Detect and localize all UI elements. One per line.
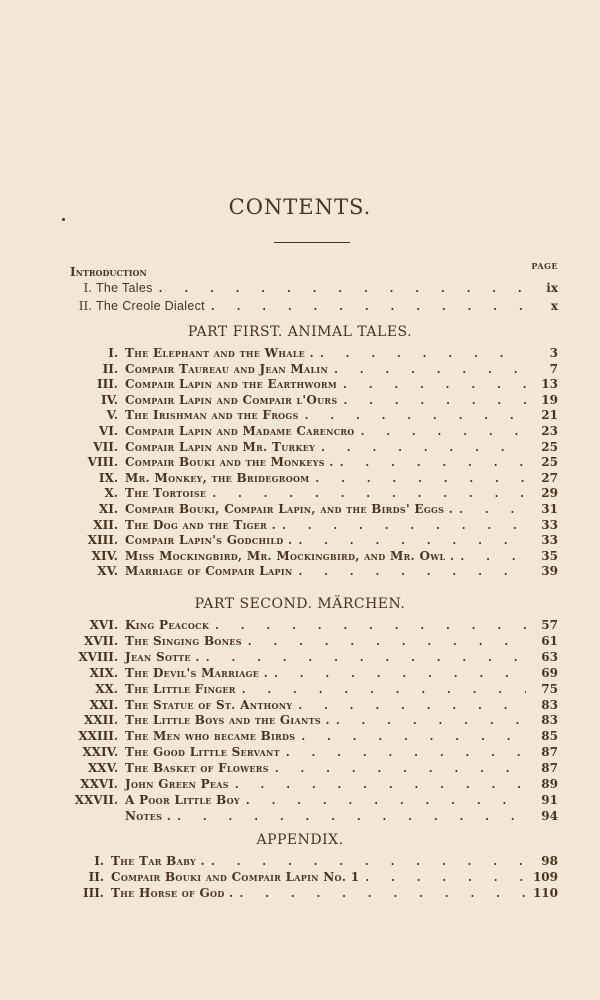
leader-dots bbox=[159, 281, 526, 297]
entry-number: X. bbox=[104, 486, 118, 501]
entry-number: XXV. bbox=[87, 761, 118, 776]
entry-page: 3 bbox=[549, 346, 558, 360]
leader-dots bbox=[211, 854, 526, 870]
leader-dots bbox=[212, 486, 526, 502]
entry-page: 33 bbox=[541, 533, 558, 548]
entry-number: XXII. bbox=[83, 713, 118, 728]
entry-number: I. bbox=[83, 281, 92, 295]
entry-title: Miss Mockingbird, Mr. Mockingbird, and Mr. Owl . bbox=[125, 548, 455, 563]
entry-number: XIX. bbox=[89, 665, 118, 680]
entry-title: The Singing Bones bbox=[125, 633, 242, 648]
entry-number: XVIII. bbox=[78, 649, 118, 664]
entry-number: V. bbox=[106, 408, 118, 423]
entry-page: 69 bbox=[541, 665, 558, 680]
entry-title: The Elephant and the Whale . bbox=[125, 346, 314, 360]
entry-page: 35 bbox=[541, 548, 558, 563]
entry-title: The Tales bbox=[96, 281, 153, 295]
leader-dots bbox=[246, 793, 526, 809]
entry-number: XV. bbox=[97, 564, 118, 579]
toc-entry[interactable] bbox=[64, 345, 558, 361]
entry-page: 63 bbox=[541, 649, 558, 664]
leader-dots bbox=[298, 564, 526, 580]
entry-page: 29 bbox=[541, 486, 558, 501]
entry-title: The Little Boys and the Giants . bbox=[125, 713, 330, 728]
entry-number: I. bbox=[108, 346, 118, 360]
leader-dots bbox=[336, 713, 526, 729]
entry-title: Compair Bouki, Compair Lapin, and the Birds' Eggs . bbox=[125, 502, 454, 516]
entry-title: The Good Little Servant bbox=[125, 745, 280, 760]
entry-title: King Peacock bbox=[125, 618, 210, 632]
leader-dots bbox=[298, 533, 526, 549]
toc-entry[interactable] bbox=[64, 776, 558, 792]
leader-dots bbox=[460, 549, 526, 565]
leader-dots bbox=[248, 634, 526, 650]
entry-number: XXVI. bbox=[80, 777, 118, 791]
toc-entry[interactable] bbox=[64, 485, 558, 501]
toc-entry[interactable] bbox=[64, 501, 558, 517]
entry-number: XXIII. bbox=[78, 729, 118, 744]
toc-entry[interactable] bbox=[64, 548, 558, 564]
entry-title: The Creole Dialect bbox=[96, 299, 205, 313]
entry-page: 91 bbox=[541, 792, 558, 807]
entry-title: The Tar Baby . bbox=[111, 854, 205, 868]
entry-title: Compair Bouki and the Monkeys . bbox=[125, 455, 334, 470]
entry-number: IV. bbox=[100, 392, 118, 407]
toc-entry[interactable] bbox=[64, 470, 558, 486]
leader-dots bbox=[282, 518, 526, 534]
entry-title: The Devil's Marriage . bbox=[125, 665, 269, 680]
appendix-heading: APPENDIX. bbox=[256, 832, 344, 848]
leader-dots bbox=[343, 393, 526, 409]
entry-number: II. bbox=[102, 361, 118, 376]
toc-entry[interactable] bbox=[64, 423, 558, 439]
leader-dots bbox=[215, 618, 526, 634]
entry-number: II. bbox=[78, 299, 92, 313]
entry-number: VIII. bbox=[87, 455, 118, 470]
leader-dots bbox=[242, 682, 526, 698]
toc-entry[interactable] bbox=[64, 649, 558, 665]
entry-number: XXVII. bbox=[74, 792, 118, 807]
entry-number: XIV. bbox=[91, 548, 118, 563]
entry-title: The Irishman and the Frogs bbox=[125, 408, 299, 423]
entry-page: 33 bbox=[541, 517, 558, 532]
leader-dots bbox=[274, 666, 526, 682]
entry-number: XVI. bbox=[89, 618, 118, 632]
toc-entry[interactable] bbox=[64, 633, 558, 649]
entry-title: Compair Lapin and Compair l'Ours bbox=[125, 392, 338, 407]
entry-number: IX. bbox=[98, 470, 118, 485]
entry-title: Compair Lapin and Madame Carencro bbox=[125, 424, 355, 438]
toc-entry[interactable] bbox=[64, 376, 558, 392]
toc-entry[interactable] bbox=[64, 760, 558, 776]
entry-page: 89 bbox=[541, 777, 558, 791]
leader-dots bbox=[334, 362, 526, 378]
toc-entry[interactable] bbox=[64, 392, 558, 408]
toc-entry[interactable] bbox=[64, 617, 558, 633]
entry-page: 110 bbox=[532, 886, 558, 900]
toc-entry[interactable] bbox=[64, 407, 558, 423]
toc-entry[interactable] bbox=[64, 885, 558, 901]
entry-number: XI. bbox=[98, 502, 118, 516]
entry-title: Marriage of Compair Lapin bbox=[125, 564, 293, 579]
toc-entry[interactable] bbox=[64, 744, 558, 760]
introduction-heading: Introduction bbox=[70, 265, 147, 279]
entry-title: The Statue of St. Anthony bbox=[125, 697, 293, 712]
entry-page: 61 bbox=[541, 633, 558, 648]
entry-title: Mr. Monkey, the Bridegroom bbox=[125, 470, 310, 485]
leader-dots bbox=[286, 745, 526, 761]
toc-entry[interactable] bbox=[64, 808, 558, 824]
toc-entry[interactable] bbox=[64, 454, 558, 470]
entry-number: XXIV. bbox=[82, 745, 118, 760]
leader-dots bbox=[315, 471, 526, 487]
entry-page: 25 bbox=[541, 455, 558, 470]
leader-dots bbox=[240, 886, 526, 902]
leader-dots bbox=[321, 440, 526, 456]
entry-number: VI. bbox=[98, 424, 118, 438]
leader-dots bbox=[365, 870, 526, 886]
entry-number: XIII. bbox=[87, 533, 118, 548]
entry-title: Compair Taureau and Jean Malin bbox=[125, 361, 329, 376]
part-first-heading: PART FIRST. ANIMAL TALES. bbox=[187, 324, 413, 340]
entry-page: 13 bbox=[541, 377, 558, 392]
toc-entry[interactable] bbox=[64, 681, 558, 697]
toc-entry[interactable] bbox=[64, 439, 558, 455]
leader-dots bbox=[298, 698, 526, 714]
entry-page: 21 bbox=[541, 408, 558, 423]
entry-title: The Little Finger bbox=[125, 681, 236, 696]
page-column-label: PAGE bbox=[531, 261, 558, 271]
entry-title: Notes . bbox=[125, 808, 172, 823]
toc-entry[interactable] bbox=[64, 665, 558, 681]
entry-number: II. bbox=[88, 870, 104, 884]
toc-entry[interactable] bbox=[64, 712, 558, 728]
toc-entry[interactable] bbox=[64, 792, 558, 808]
toc-entry[interactable] bbox=[64, 697, 558, 713]
entry-page: 83 bbox=[541, 697, 558, 712]
entry-title: Compair Lapin's Godchild . bbox=[125, 533, 293, 548]
toc-entry[interactable] bbox=[70, 280, 558, 296]
entry-number: XII. bbox=[93, 517, 118, 532]
entry-title: Jean Sotte . bbox=[125, 649, 200, 664]
entry-title: The Tortoise bbox=[125, 486, 207, 501]
leader-dots bbox=[459, 502, 526, 518]
leader-dots bbox=[235, 777, 526, 793]
leader-dots bbox=[177, 809, 526, 825]
leader-dots bbox=[343, 377, 526, 393]
toc-entry[interactable] bbox=[64, 563, 558, 579]
entry-page: 75 bbox=[541, 681, 558, 696]
entry-title: John Green Peas bbox=[125, 777, 229, 791]
entry-title: The Dog and the Tiger . bbox=[125, 517, 277, 532]
entry-page: 98 bbox=[541, 854, 558, 868]
leader-dots bbox=[320, 346, 526, 362]
entry-page: 27 bbox=[541, 470, 558, 485]
entry-page: 39 bbox=[541, 564, 558, 579]
part-second-heading: PART SECOND. MÄRCHEN. bbox=[194, 596, 406, 612]
entry-page: 94 bbox=[541, 808, 558, 823]
entry-page: 7 bbox=[549, 361, 558, 376]
entry-title: The Basket of Flowers bbox=[125, 761, 269, 776]
leader-dots bbox=[301, 729, 526, 745]
toc-entry[interactable] bbox=[64, 853, 558, 869]
entry-page: 23 bbox=[541, 424, 558, 438]
toc-entry[interactable] bbox=[64, 532, 558, 548]
entry-title: The Men who became Birds bbox=[125, 729, 296, 744]
entry-page: 25 bbox=[541, 439, 558, 454]
entry-number: I. bbox=[94, 854, 104, 868]
entry-number: VII. bbox=[93, 439, 118, 454]
entry-page: 57 bbox=[541, 618, 558, 632]
leader-dots bbox=[305, 408, 526, 424]
toc-entry[interactable] bbox=[64, 361, 558, 377]
entry-page: 87 bbox=[541, 761, 558, 776]
leader-dots bbox=[361, 424, 526, 440]
entry-title: Compair Lapin and the Earthworm bbox=[125, 377, 338, 392]
entry-number: XXI. bbox=[89, 697, 118, 712]
entry-number: III. bbox=[82, 886, 104, 900]
toc-entry[interactable] bbox=[64, 728, 558, 744]
toc-entry[interactable] bbox=[64, 869, 558, 885]
entry-page: 87 bbox=[541, 745, 558, 760]
entry-page: 85 bbox=[541, 729, 558, 744]
leader-dots bbox=[211, 299, 526, 315]
leader-dots bbox=[206, 650, 526, 666]
title-rule bbox=[274, 242, 350, 243]
entry-number: III. bbox=[96, 377, 118, 392]
toc-entry[interactable] bbox=[64, 517, 558, 533]
page-title: CONTENTS. bbox=[228, 195, 372, 219]
entry-number: XX. bbox=[95, 681, 118, 696]
entry-title: The Horse of God . bbox=[111, 886, 234, 900]
entry-page: x bbox=[550, 299, 558, 313]
toc-entry[interactable] bbox=[70, 298, 558, 314]
leader-dots bbox=[275, 761, 526, 777]
leader-dots bbox=[340, 455, 526, 471]
entry-title: Compair Lapin and Mr. Turkey bbox=[125, 439, 316, 454]
entry-page: 31 bbox=[541, 502, 558, 516]
entry-page: ix bbox=[546, 281, 558, 295]
entry-page: 83 bbox=[541, 713, 558, 728]
entry-title: Compair Bouki and Compair Lapin No. 1 bbox=[111, 870, 360, 884]
entry-page: 19 bbox=[541, 392, 558, 407]
entry-number: XVII. bbox=[83, 633, 118, 648]
entry-title: A Poor Little Boy bbox=[125, 792, 240, 807]
entry-page: 109 bbox=[532, 870, 558, 884]
